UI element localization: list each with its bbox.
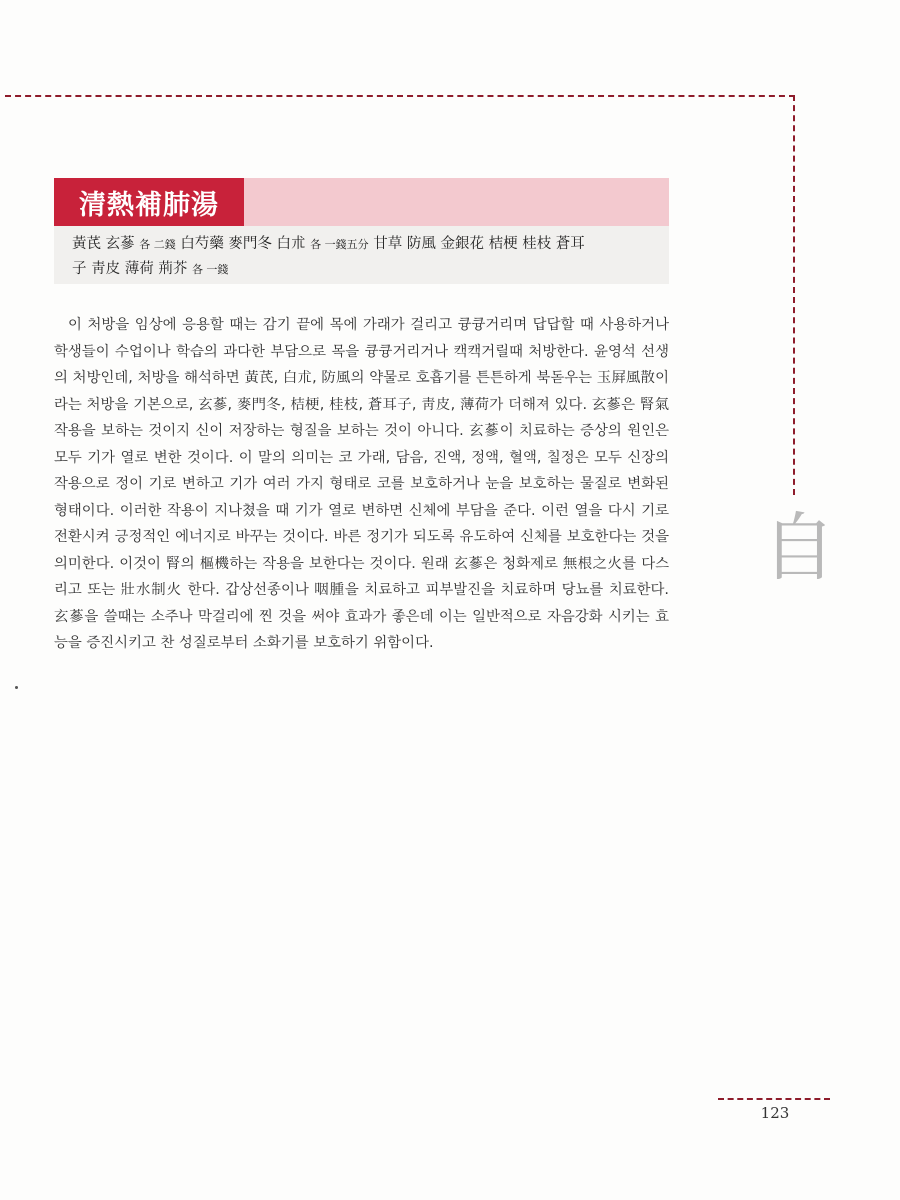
ingredient-group-2: 白芍藥 麥門冬 白朮 (180, 236, 306, 252)
prescription-title: 清熱補肺湯 (79, 189, 219, 221)
ingredients-box (54, 226, 669, 284)
dose-3: 各 一錢 (191, 263, 229, 276)
body-text (54, 312, 669, 657)
body-paragraph: 이 처방을 임상에 응용할 때는 감기 끝에 목에 가래가 걸리고 큥큥거리며 답답할 때 사용하거나 학생들이 수업이나 학습의 과다한 부담으로 목을 큥큥거리거나 캑캑거릴때 처방한다. 윤영석 선생의 처방인데, 처방을 해석하면 黃芪, 白朮, 防風의 약물로 호흡기를 튼튼하게 북돋우는 玉屛風散이라는 처방을 기본으로, 玄蔘, 麥門冬, 桔梗, 桂枝, 蒼耳子, 靑皮, 薄荷가 더해져 있다. 玄蔘은 腎氣작용을 보하는 것이지 신이 저장하는 형질을 보하는 것이 아니다. 玄蔘이 치료하는 증상의 원인은 모두 기가 열로 변한 것이다. 이 말의 의미는 코 가래, 담음, 진액, 정액, 혈액, 칠정은 모두 신장의 작용으로 정이 기로 변하고 기가 여러 가지 형태로 코를 보호하거나 눈을 보호하는 물질로 변화된 형태이다. 이러한 작용이 지나쳤을 때 기가 열로 변하면 신체에 부담을 준다. 이런 열을 다시 기로 전환시켜 긍정적인 에너지로 바꾸는 것이다. 바른 정기가 되도록 유도하여 신체를 보호한다는 것을 의미한다. 이것이 腎의 樞機하는 작용을 보한다는 것이다. 원래 玄蔘은 청화제로 無根之火를 다스리고 또는 壯水制火 한다. 갑상선종이나 咽腫을 치료하고 피부발진을 치료하며 당뇨를 치료한다. 玄蔘을 쓸때는 소주나 막걸리에 찐 것을 써야 효과가 좋은데 이는 일반적으로 자음강화 시키는 효능을 증진시키고 찬 성질로부터 소화기를 보호하기 위함이다. (54, 317, 669, 651)
ingredient-group-3: 甘草 防風 金銀花 桔梗 桂枝 蒼耳 (373, 236, 585, 252)
frame-top-border (5, 95, 795, 97)
title-box (54, 178, 244, 226)
footer-divider (718, 1098, 830, 1100)
dose-2: 各 一錢五分 (310, 238, 369, 251)
page-number: 123 (760, 1104, 790, 1122)
ingredient-group-4: 子 靑皮 薄荷 荊芥 (72, 261, 188, 277)
ingredients-line-1 (72, 232, 655, 257)
ingredient-group-1: 黃芪 玄蔘 (72, 236, 135, 252)
ingredients-line-2 (72, 257, 655, 282)
dose-1: 各 二錢 (139, 238, 176, 251)
frame-right-border (793, 95, 795, 495)
scan-dot (15, 686, 18, 689)
side-character: 自 (762, 505, 836, 591)
